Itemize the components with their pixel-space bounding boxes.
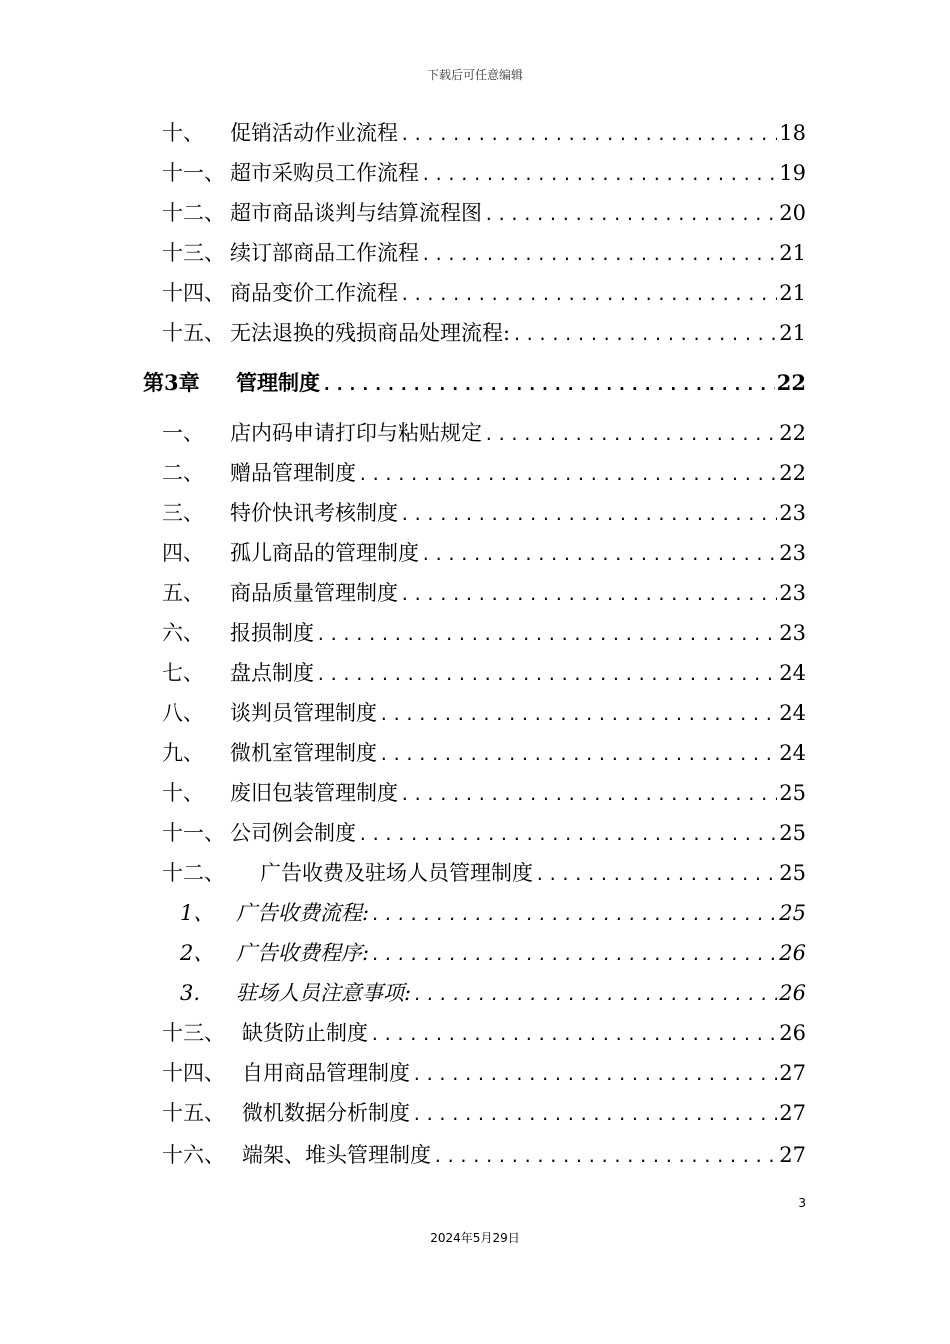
toc-entry[interactable] bbox=[0, 778, 950, 808]
toc-entry-line bbox=[230, 498, 806, 530]
toc-entry-line bbox=[230, 698, 806, 730]
toc-entry[interactable] bbox=[0, 278, 950, 308]
toc-entry[interactable] bbox=[0, 1058, 950, 1088]
toc-entry[interactable] bbox=[0, 458, 950, 488]
toc-entry[interactable] bbox=[0, 578, 950, 608]
toc-subentry-title: 驻场人员注意事项: bbox=[236, 981, 412, 1005]
toc-subentry-title: 广告收费程序: bbox=[236, 941, 370, 965]
toc-entry-page: 21 bbox=[779, 321, 806, 345]
toc-leader-dots bbox=[484, 420, 777, 450]
toc-entry-page: 21 bbox=[779, 281, 806, 305]
toc-entry-line bbox=[236, 938, 806, 970]
toc-entry-title: 微机数据分析制度 bbox=[242, 1101, 410, 1125]
toc-entry-title: 端架、堆头管理制度 bbox=[242, 1143, 431, 1167]
toc-entry-title: 促销活动作业流程 bbox=[230, 121, 398, 145]
toc-entry-title: 超市商品谈判与结算流程图 bbox=[230, 201, 482, 225]
toc-entry-page: 20 bbox=[779, 201, 806, 225]
toc-entry-page: 23 bbox=[779, 621, 806, 645]
toc-entry-number: 十一、 bbox=[162, 161, 225, 185]
toc-leader-dots bbox=[371, 900, 777, 930]
toc-entry-title: 店内码申请打印与粘贴规定 bbox=[230, 421, 482, 445]
toc-entry-number: 十一、 bbox=[162, 821, 225, 845]
toc-entry-title: 赠品管理制度 bbox=[230, 461, 356, 485]
toc-subentry[interactable] bbox=[0, 938, 950, 968]
toc-entry-number: 十四、 bbox=[162, 281, 225, 305]
toc-entry-line bbox=[242, 1140, 806, 1172]
toc-entry-page: 23 bbox=[779, 501, 806, 525]
toc-entry-title: 自用商品管理制度 bbox=[242, 1061, 410, 1085]
toc-entry-number: 十三、 bbox=[162, 1021, 225, 1045]
toc-entry-line bbox=[230, 198, 806, 230]
toc-leader-dots bbox=[421, 540, 777, 570]
toc-leader-dots bbox=[512, 320, 777, 350]
toc-entry-line bbox=[230, 238, 806, 270]
toc-entry-line bbox=[230, 318, 806, 350]
toc-subentry-number: 2、 bbox=[180, 941, 215, 965]
toc-entry-title: 特价快讯考核制度 bbox=[230, 501, 398, 525]
toc-entry-title: 商品质量管理制度 bbox=[230, 581, 398, 605]
toc-subentry-title: 广告收费流程: bbox=[236, 901, 370, 925]
toc-entry-number: 七、 bbox=[162, 661, 204, 685]
toc-entry-page: 24 bbox=[779, 741, 806, 765]
toc-entry-page: 23 bbox=[779, 541, 806, 565]
toc-leader-dots bbox=[358, 820, 777, 850]
toc-entry-title: 盘点制度 bbox=[230, 661, 314, 685]
toc-leader-dots bbox=[322, 370, 775, 400]
toc-subentry-page: 25 bbox=[779, 901, 806, 925]
toc-entry-page: 26 bbox=[779, 1021, 806, 1045]
toc-entry[interactable] bbox=[0, 738, 950, 768]
toc-entry-page: 27 bbox=[779, 1101, 806, 1125]
toc-subentry[interactable] bbox=[0, 978, 950, 1008]
toc-entry-line bbox=[230, 778, 806, 810]
toc-entry-line bbox=[236, 978, 806, 1010]
toc-entry-number: 十六、 bbox=[162, 1143, 225, 1167]
toc-entry-title: 续订部商品工作流程 bbox=[230, 241, 419, 265]
toc-entry[interactable] bbox=[0, 1018, 950, 1048]
toc-entry-page: 19 bbox=[779, 161, 806, 185]
toc-entry-page: 27 bbox=[779, 1061, 806, 1085]
toc-entry-number: 九、 bbox=[162, 741, 204, 765]
toc-entry[interactable] bbox=[0, 538, 950, 568]
toc-entry-number: 八、 bbox=[162, 701, 204, 725]
toc-entry-line bbox=[242, 1018, 806, 1050]
toc-leader-dots bbox=[316, 660, 777, 690]
toc-subentry-page: 26 bbox=[779, 981, 806, 1005]
toc-leader-dots bbox=[400, 500, 777, 530]
toc-entry-number: 十、 bbox=[162, 781, 204, 805]
toc-entry-number: 一、 bbox=[162, 421, 204, 445]
toc-leader-dots bbox=[535, 860, 777, 890]
toc-entry-line bbox=[242, 1098, 806, 1130]
toc-leader-dots bbox=[371, 940, 777, 970]
toc-entry[interactable] bbox=[0, 118, 950, 148]
page-footer-date: 2024年5月29日 bbox=[430, 1231, 520, 1245]
toc-entry-page: 22 bbox=[779, 461, 806, 485]
toc-leader-dots bbox=[400, 120, 777, 150]
toc-subentry-number: 3. bbox=[180, 981, 201, 1005]
toc-entry-line bbox=[230, 658, 806, 690]
toc-entry[interactable] bbox=[0, 698, 950, 728]
toc-entry-number: 五、 bbox=[162, 581, 204, 605]
toc-entry[interactable] bbox=[0, 498, 950, 528]
toc-entry-number: 十、 bbox=[162, 121, 204, 145]
toc-leader-dots bbox=[316, 620, 777, 650]
toc-entry-number: 十四、 bbox=[162, 1061, 225, 1085]
toc-entry-line bbox=[230, 818, 806, 850]
toc-entry-line bbox=[230, 538, 806, 570]
toc-entry-line bbox=[230, 738, 806, 770]
toc-entry[interactable] bbox=[0, 1140, 950, 1170]
toc-entry-page: 25 bbox=[779, 821, 806, 845]
toc-leader-dots bbox=[400, 580, 777, 610]
toc-entry-page: 24 bbox=[779, 701, 806, 725]
toc-entry-page: 22 bbox=[779, 421, 806, 445]
toc-entry[interactable] bbox=[0, 1098, 950, 1128]
toc-leader-dots bbox=[433, 1142, 777, 1172]
toc-entry-page: 21 bbox=[779, 241, 806, 265]
toc-entry-title: 微机室管理制度 bbox=[230, 741, 377, 765]
toc-entry-line bbox=[260, 858, 806, 890]
toc-entry-title: 孤儿商品的管理制度 bbox=[230, 541, 419, 565]
toc-subentry-page: 26 bbox=[779, 941, 806, 965]
toc-leader-dots bbox=[358, 460, 777, 490]
toc-subentry-number: 1、 bbox=[180, 901, 215, 925]
toc-entry[interactable] bbox=[0, 158, 950, 188]
toc-entry-number: 十五、 bbox=[162, 1101, 225, 1125]
toc-entry-title: 商品变价工作流程 bbox=[230, 281, 398, 305]
toc-entry-line bbox=[230, 458, 806, 490]
toc-leader-dots bbox=[400, 780, 777, 810]
toc-entry[interactable] bbox=[0, 318, 950, 348]
toc-leader-dots bbox=[379, 740, 777, 770]
toc-chapter-page: 22 bbox=[776, 370, 806, 395]
toc-entry-title: 超市采购员工作流程 bbox=[230, 161, 419, 185]
toc-leader-dots bbox=[421, 160, 777, 190]
toc-chapter-entry[interactable] bbox=[0, 368, 950, 398]
toc-entry[interactable] bbox=[0, 238, 950, 268]
toc-subentry[interactable] bbox=[0, 898, 950, 928]
toc-entry-title: 报损制度 bbox=[230, 621, 314, 645]
toc-entry-number: 十五、 bbox=[162, 321, 225, 345]
toc-entry-number: 十二、 bbox=[162, 201, 225, 225]
toc-entry[interactable] bbox=[0, 418, 950, 448]
toc-entry-page: 18 bbox=[779, 121, 806, 145]
toc-leader-dots bbox=[413, 980, 777, 1010]
toc-entry-line bbox=[230, 618, 806, 650]
toc-entry-number: 四、 bbox=[162, 541, 204, 565]
toc-entry-page: 24 bbox=[779, 661, 806, 685]
toc-entry-line bbox=[230, 278, 806, 310]
toc-entry-page: 25 bbox=[779, 781, 806, 805]
toc-entry-number: 十二、 bbox=[162, 861, 225, 885]
toc-entry-title: 公司例会制度 bbox=[230, 821, 356, 845]
toc-entry-line bbox=[236, 898, 806, 930]
toc-entry-title: 谈判员管理制度 bbox=[230, 701, 377, 725]
toc-entry-number: 六、 bbox=[162, 621, 204, 645]
toc-entry-title: 缺货防止制度 bbox=[242, 1021, 368, 1045]
toc-leader-dots bbox=[379, 700, 777, 730]
toc-chapter-number: 第3章 bbox=[143, 370, 200, 395]
page-header: 下载后可任意编辑 bbox=[426, 68, 523, 82]
toc-entry-title: 废旧包装管理制度 bbox=[230, 781, 398, 805]
toc-entry[interactable] bbox=[0, 858, 950, 888]
toc-entry-line bbox=[236, 368, 806, 400]
toc-entry-title: 广告收费及驻场人员管理制度 bbox=[260, 861, 533, 885]
toc-entry-number: 十三、 bbox=[162, 241, 225, 265]
toc-leader-dots bbox=[400, 280, 777, 310]
toc-entry-line bbox=[242, 1058, 806, 1090]
toc-leader-dots bbox=[412, 1060, 777, 1090]
toc-entry-page: 25 bbox=[779, 861, 806, 885]
toc-entry-line bbox=[230, 578, 806, 610]
toc-entry[interactable] bbox=[0, 198, 950, 228]
page-number: 3 bbox=[798, 1196, 806, 1210]
toc-leader-dots bbox=[412, 1100, 777, 1130]
toc-entry-page: 23 bbox=[779, 581, 806, 605]
toc-entry-line bbox=[230, 158, 806, 190]
toc-entry-line bbox=[230, 418, 806, 450]
toc-entry[interactable] bbox=[0, 818, 950, 848]
toc-leader-dots bbox=[370, 1020, 777, 1050]
toc-entry-page: 27 bbox=[779, 1143, 806, 1167]
toc-entry-number: 二、 bbox=[162, 461, 204, 485]
toc-entry-title: 无法退换的残损商品处理流程: bbox=[230, 321, 511, 345]
toc-entry[interactable] bbox=[0, 658, 950, 688]
toc-leader-dots bbox=[484, 200, 777, 230]
toc-leader-dots bbox=[421, 240, 777, 270]
toc-chapter-title: 管理制度 bbox=[236, 370, 320, 395]
toc-entry[interactable] bbox=[0, 618, 950, 648]
toc-entry-number: 三、 bbox=[162, 501, 204, 525]
toc-entry-line bbox=[230, 118, 806, 150]
